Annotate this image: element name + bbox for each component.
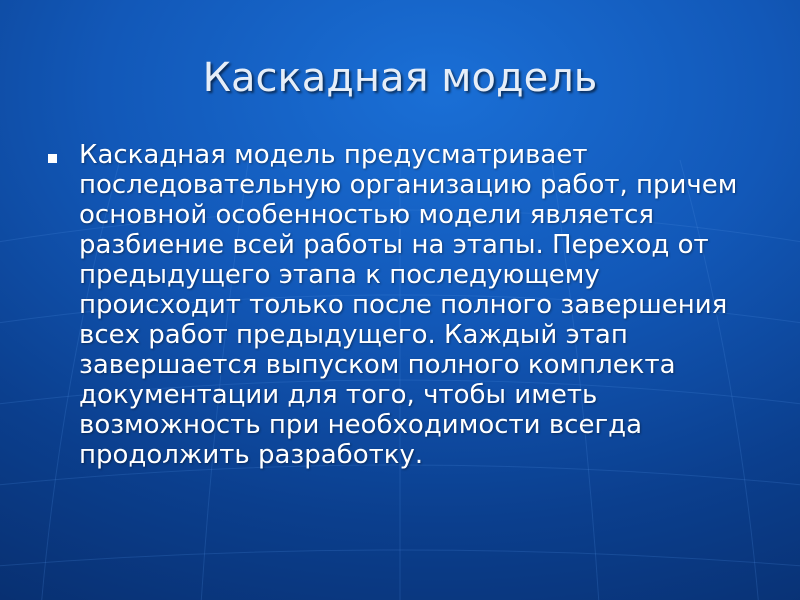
bullet-item bbox=[48, 140, 758, 470]
square-bullet-icon bbox=[48, 154, 57, 163]
slide-title: Каскадная модель bbox=[202, 55, 598, 101]
bullet-list bbox=[48, 140, 758, 470]
bullet-text: Каскадная модель предусматривает последовательную организацию работ, причем основной особенностью модели является разбиение всей работы на этапы. Переход от предыдущего этапа к последующему происходит только после полного завершения всех работ предыдущего. Каждый этап завершается выпуском полного комплекта документации для того, чтобы иметь возможность при необходимости всегда продолжить разработку. bbox=[79, 140, 738, 470]
